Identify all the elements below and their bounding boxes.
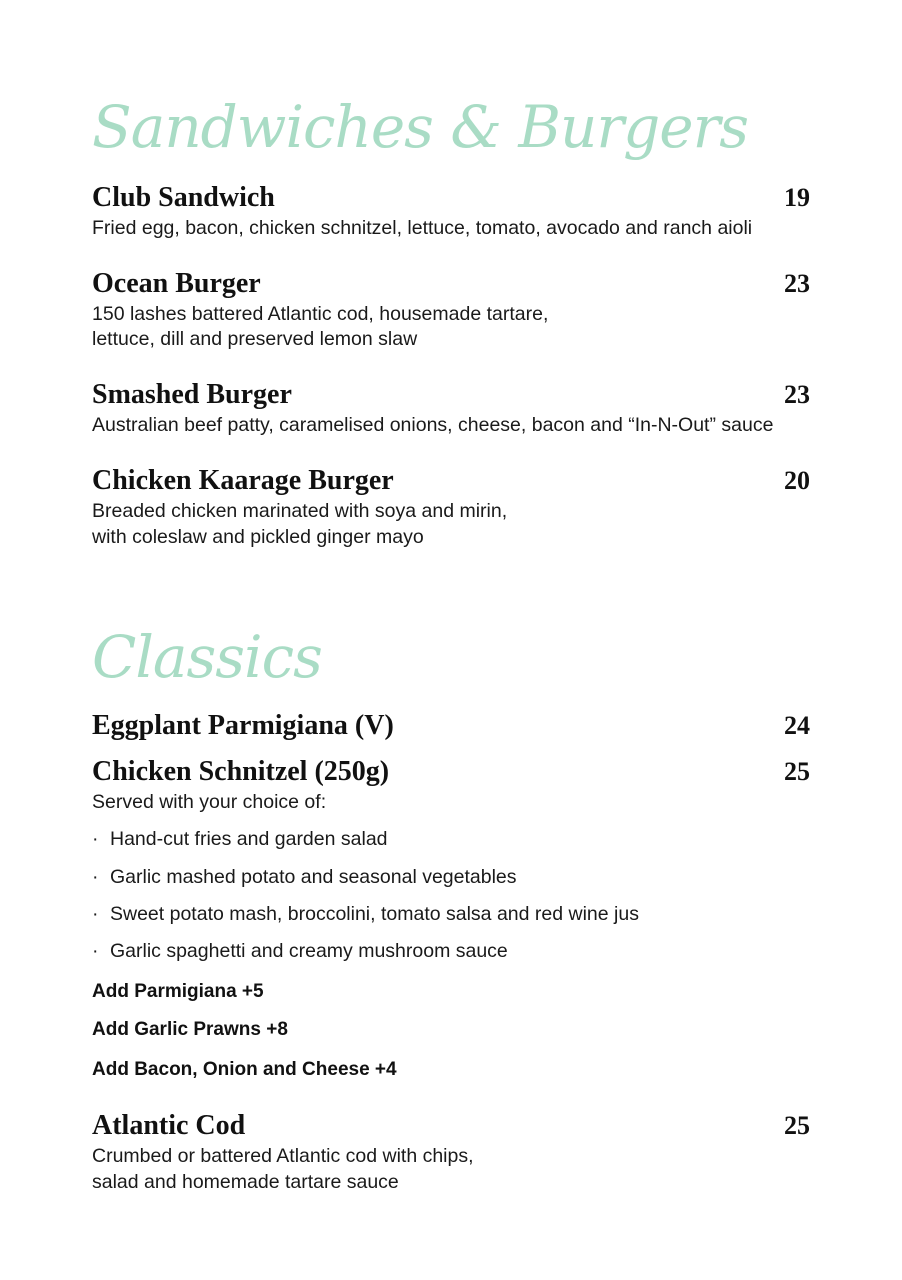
- bullet-icon: ·: [92, 903, 99, 925]
- bullet-icon: ·: [92, 866, 99, 888]
- item-name: Ocean Burger: [92, 268, 261, 299]
- item-name: Eggplant Parmigiana (V): [92, 710, 394, 741]
- item-description: Served with your choice of:: [92, 791, 327, 813]
- bullet-icon: ·: [92, 940, 99, 962]
- item-description: Australian beef patty, caramelised onions, cheese, bacon and “In-N-Out” sauce: [92, 414, 774, 436]
- item-description: Fried egg, bacon, chicken schnitzel, lettuce, tomato, avocado and ranch aioli: [92, 217, 753, 239]
- item-description: 150 lashes battered Atlantic cod, housemade tartare,: [92, 303, 549, 325]
- item-price: 24: [784, 711, 810, 740]
- item-description: salad and homemade tartare sauce: [92, 1171, 399, 1193]
- section-title: Classics: [92, 623, 322, 691]
- addon: Add Parmigiana +5: [92, 981, 264, 1002]
- item-price: 25: [784, 757, 810, 786]
- item-description: with coleslaw and pickled ginger mayo: [92, 526, 424, 548]
- item-name: Atlantic Cod: [92, 1110, 246, 1141]
- item-description: lettuce, dill and preserved lemon slaw: [92, 328, 418, 350]
- bullet-icon: ·: [92, 828, 99, 850]
- item-name: Chicken Schnitzel (250g): [92, 756, 390, 787]
- item-name: Chicken Kaarage Burger: [92, 465, 394, 496]
- item-description: Breaded chicken marinated with soya and mirin,: [92, 500, 508, 522]
- item-price: 23: [784, 269, 810, 298]
- item-price: 23: [784, 380, 810, 409]
- option-item: · Sweet potato mash, broccolini, tomato salsa and red wine jus: [92, 903, 639, 925]
- option-item: · Garlic spaghetti and creamy mushroom sauce: [92, 940, 508, 962]
- addon: Add Garlic Prawns +8: [92, 1019, 288, 1040]
- item-name: Smashed Burger: [92, 379, 292, 410]
- item-price: 19: [784, 183, 810, 212]
- item-price: 25: [784, 1111, 810, 1140]
- item-description: Crumbed or battered Atlantic cod with chips,: [92, 1145, 474, 1167]
- option-item: · Hand-cut fries and garden salad: [92, 828, 388, 850]
- item-price: 20: [784, 466, 810, 495]
- section-title: Sandwiches & Burgers: [92, 93, 749, 161]
- addon: Add Bacon, Onion and Cheese +4: [92, 1059, 397, 1080]
- option-item: · Garlic mashed potato and seasonal vegetables: [92, 866, 517, 888]
- item-name: Club Sandwich: [92, 182, 275, 213]
